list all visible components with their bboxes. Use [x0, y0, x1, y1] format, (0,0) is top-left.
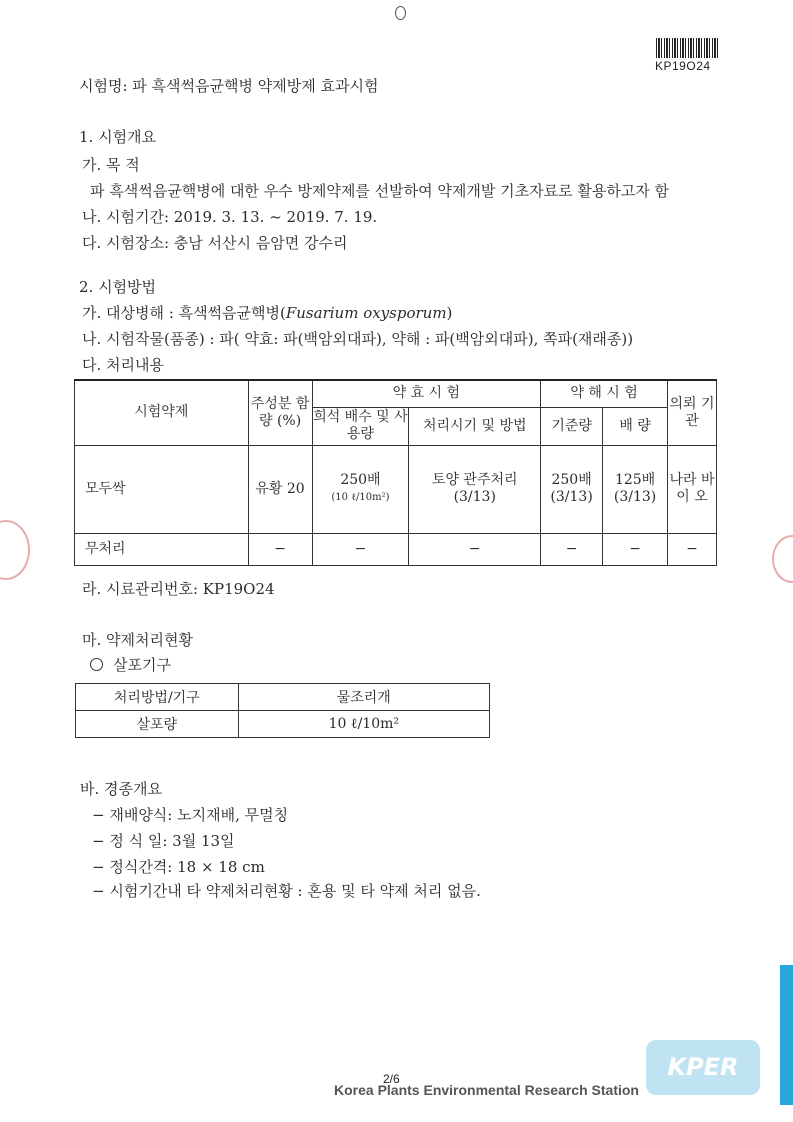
- seal-stamp-right: [772, 535, 793, 583]
- test-period: 나. 시험기간: 2019. 3. 13. ~ 2019. 7. 19.: [82, 208, 378, 226]
- binder-hole: [395, 6, 406, 20]
- list-item: − 재배양식: 노지재배, 무멀칭: [92, 806, 289, 824]
- header-double: 배 량: [603, 407, 668, 445]
- side-color-bar: [780, 965, 793, 1105]
- barcode: [656, 38, 720, 58]
- purpose-label: 가. 목 적: [82, 156, 140, 174]
- test-crop: 나. 시험작물(품종) : 파( 약효: 파(백암외대파), 약해 : 파(백암외대파), 쪽파(재래종)): [82, 330, 634, 348]
- section1-heading: 1. 시험개요: [79, 128, 157, 146]
- document-title: 시험명: 파 흑색썩음균핵병 약제방제 효과시험: [79, 77, 379, 95]
- seal-stamp-left: [0, 520, 30, 580]
- application-label: 마. 약제처리현황: [82, 631, 193, 649]
- list-item: − 정식간격: 18 × 18 cm: [92, 858, 265, 876]
- header-ingredient: 주성분 함량 (%): [248, 380, 312, 445]
- cultivation-label: 바. 경종개요: [80, 780, 162, 798]
- treatment-label: 다. 처리내용: [82, 356, 164, 374]
- station-name: Korea Plants Environmental Research Station: [334, 1082, 639, 1098]
- sample-number: 라. 시료관리번호: KP19O24: [82, 580, 275, 598]
- header-agent: 시험약제: [75, 380, 249, 445]
- section2-heading: 2. 시험방법: [79, 278, 157, 296]
- header-institution: 의뢰 기관: [668, 380, 717, 445]
- table-row: 모두싹 유황 20 250배 (10 ℓ/10m²) 토양 관주처리 (3/13) 250배 (3/13) 125배 (3/13) 나라 바이 오: [75, 445, 717, 533]
- list-item: − 정 식 일: 3월 13일: [92, 832, 235, 850]
- circle-bullet-icon: [90, 658, 103, 671]
- table-row: 처리방법/기구 물조리개: [76, 684, 490, 711]
- list-item: − 시험기간내 타 약제처리현황 : 혼용 및 타 약제 처리 없음.: [92, 882, 481, 900]
- header-timing: 처리시기 및 방법: [409, 407, 541, 445]
- header-phytotoxicity: 약 해 시 험: [541, 380, 668, 407]
- treatment-table: [74, 379, 717, 566]
- target-disease: 가. 대상병해 : 흑색썩음균핵병(Fusarium oxysporum): [82, 304, 453, 322]
- table-row: 살포량 10 ℓ/10m²: [76, 711, 490, 738]
- header-dilution: 희석 배수 및 사용량: [312, 407, 409, 445]
- barcode-code: KP19O24: [655, 59, 711, 73]
- table-row: 무처리 − − − − − −: [75, 533, 717, 565]
- purpose-text: 파 흑색썩음균핵병에 대한 우수 방제약제를 선발하여 약제개발 기초자료로 활용하고자 함: [90, 182, 670, 200]
- application-sub: 살포기구: [90, 654, 171, 675]
- header-efficacy: 약 효 시 험: [312, 380, 541, 407]
- header-standard: 기준량: [541, 407, 603, 445]
- kper-logo: KPER: [646, 1040, 760, 1095]
- page-number: 2/6: [383, 1072, 400, 1086]
- application-table: [75, 683, 490, 738]
- test-location: 다. 시험장소: 충남 서산시 음암면 강수리: [82, 234, 348, 252]
